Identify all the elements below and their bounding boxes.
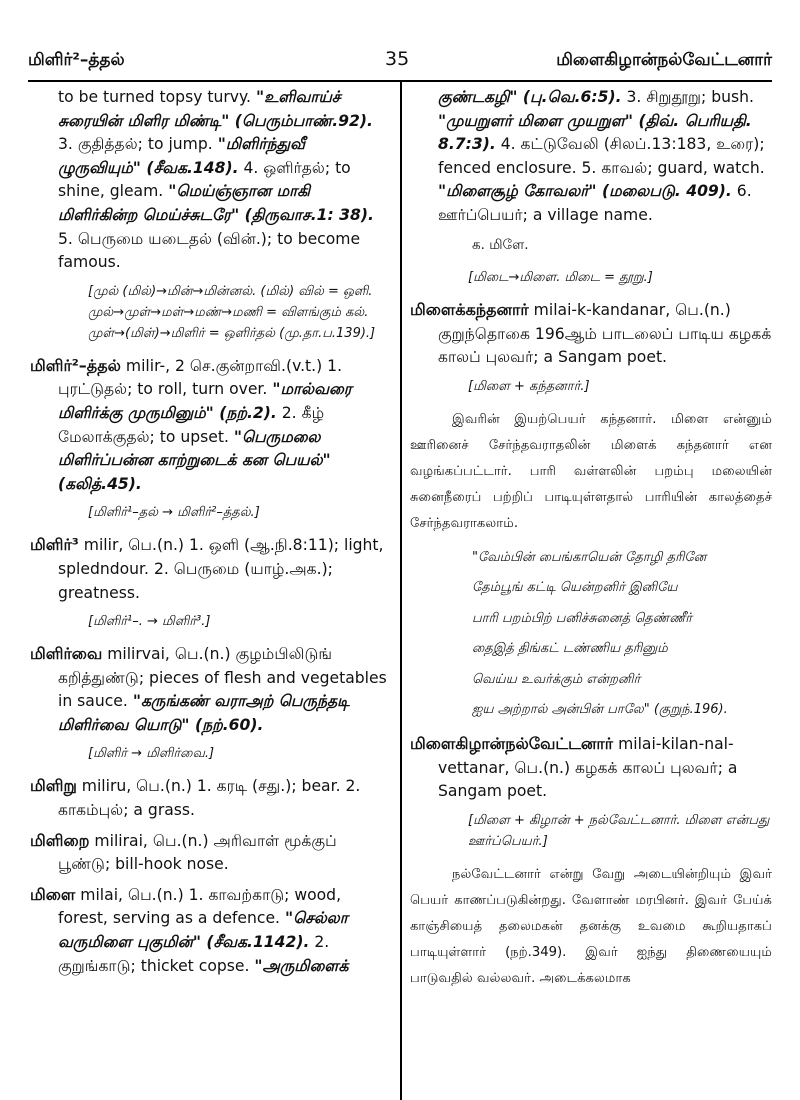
citation: "கருங்கண் வராஅற் பெருந்தடி மிளிர்வை யொடு" (நற்.60). bbox=[58, 692, 350, 734]
headword: மிளைக்கந்தனார் bbox=[410, 300, 529, 320]
sense-text: 5. பெருமை யடைதல் (வின்.); to become famous. bbox=[58, 229, 361, 272]
sense-text: 6. ஊர்ப்பெயர்; a village name. bbox=[438, 182, 752, 224]
poem-line: வெய்ய உவர்க்கும் என்றனிர் bbox=[472, 671, 641, 687]
poem-line: ஐய அற்றால் அன்பின் பாலே" (குறுந்.196). bbox=[472, 702, 728, 718]
dictionary-entry bbox=[410, 298, 772, 370]
etymology: [மிளிர்¹–. → மிளிர்³.] bbox=[88, 614, 211, 630]
etymology: [மிளிர் → மிளிர்வை.] bbox=[88, 746, 215, 762]
dictionary-entry bbox=[30, 883, 390, 978]
etymology: [முல் (மில்)→மின்→மின்னல். (மில்) வில் = ஒளி. முல்→முள்→மள்→மண்→மணி = விளங்கும் கல். முள்→(மிள்)→மிளிர் = ஒளிர்தல் (மு.தா.ப.139).] bbox=[88, 283, 376, 341]
citation: "முயறுளர் மிளை முயறுள" (திவ். பெரியதி. 8.7:3). bbox=[438, 111, 752, 154]
citation: "மிளிர்ந்துவீ ழுருவியும்" (சீவக.148). bbox=[58, 135, 305, 177]
citation: "மிளைசூழ் கோவலர்" (மலைபடு. 409). bbox=[438, 182, 732, 201]
left-column bbox=[30, 86, 390, 984]
sense-text: 3. சிறுதூறு; bush. bbox=[621, 88, 754, 106]
citation: "பெருமலை மிளிர்ப்பன்ன காற்றுடைக் கன பெயல்" (கலித்.45). bbox=[58, 427, 331, 493]
dictionary-entry bbox=[30, 774, 390, 822]
dictionary-entry bbox=[30, 642, 390, 737]
citation: "அருமிளைக் bbox=[254, 956, 349, 975]
dictionary-entry bbox=[30, 354, 390, 497]
headword: மிளிறை bbox=[30, 830, 90, 850]
dictionary-entry bbox=[410, 732, 772, 804]
kannada-cognate: க. மிளே. bbox=[472, 236, 529, 253]
page-number: 35 bbox=[385, 48, 410, 70]
sense-text: 2. குறுங்காடு; thicket copse. bbox=[58, 933, 330, 975]
header-left-guideword: மிளிர்²–த்தல் bbox=[28, 50, 125, 70]
sense-text: milir, பெ.(n.) 1. ஒளி (ஆ.நி.8:11); light, spledndour. 2. பெருமை (யாழ்.அக.); greatness. bbox=[58, 536, 384, 602]
sense-text: milirvai, பெ.(n.) குழம்பிலிடுங் கறித்துண்டு; pieces of flesh and vegetables in sauce. bbox=[58, 645, 387, 711]
citation: குண்டகழி" (பு.வெ.6:5). bbox=[438, 88, 622, 106]
poem-line: தேம்பூங் கட்டி யென்றனிர் இனியே bbox=[472, 580, 678, 596]
sense-text: milai-k-kandanar, பெ.(n.) குறுந்தொகை 196ஆம் பாடலைப் பாடிய கழகக் காலப் புலவர்; a Sangam poet. bbox=[438, 301, 772, 367]
dictionary-entry bbox=[30, 829, 390, 877]
continued-definition bbox=[410, 86, 772, 228]
etymology: [மிளிர்¹–தல் → மிளிர்²–த்தல்.] bbox=[88, 505, 260, 521]
biographical-note: நல்வேட்டனார் என்று வேறு அடையின்றியும் இவர் பெயர் காணப்படுகின்றது. வேளாண் மரபினர். இவர் பேய்க் காஞ்சியைத் தலைமகன் தனக்கு உவமை கூறியதாகப் பாடியுள்ளார் (நற்.349). இவர் ஐந்து திணையையும் பாடுவதில் வல்லவர். அடைக்கலமாக bbox=[410, 866, 772, 986]
sense-text: 2. கீழ் மேலாக்குதல்; to upset. bbox=[58, 403, 325, 446]
right-column bbox=[410, 86, 772, 996]
sense-text: milai, பெ.(n.) 1. காவற்காடு; wood, forest, serving as a defence. bbox=[58, 885, 342, 928]
sense-text: 4. ஒளிர்தல்; to shine, gleam. bbox=[58, 158, 351, 201]
sense-text: milirai, பெ.(n.) அரிவாள் மூக்குப் பூண்டு; bill-hook nose. bbox=[58, 831, 337, 874]
sense-text: to be turned topsy turvy. bbox=[58, 88, 256, 106]
poem-line: பாரி பறம்பிற் பனிச்சுனைத் தெண்ணீர் bbox=[472, 610, 693, 626]
sense-text: 3. குதித்தல்; to jump. bbox=[58, 135, 218, 154]
sense-text: miliru, பெ.(n.) 1. கரடி (சது.); bear. 2. காகம்புல்; a grass. bbox=[58, 777, 361, 820]
dictionary-entry bbox=[30, 533, 390, 605]
poem-line: "வேம்பின் பைங்காயென் தோழி தரினே bbox=[472, 549, 707, 565]
poem-quotation bbox=[472, 543, 772, 726]
biographical-note: இவரின் இயற்பெயர் கந்தனார். மிளை என்னும் ஊரினைச் சேர்ந்தவராதலின் மிளைக் கந்தனார் என வழங்கப்பட்டார். பாரி வள்ளலின் பறம்பு மலையின் சுனைநீரைப் பற்றிப் பாடியுள்ளதால் பாரியின் காலத்தைச் சேர்ந்தவராகலாம். bbox=[410, 411, 772, 531]
sense-text: 4. கட்டுவேலி (சிலப்.13:183, உரை); fenced enclosure. 5. காவல்; guard, watch. bbox=[438, 135, 765, 177]
headword: மிளை bbox=[30, 884, 76, 904]
citation: "செல்லா வருமிளை புகுமின்" (சீவக.1142). bbox=[58, 909, 348, 952]
header-right-guideword: மிளைகிழான்நல்வேட்டனார் bbox=[556, 50, 772, 70]
etymology: [மிளை + கிழான் + நல்வேட்டனார். மிளை என்பது ஊர்ப்பெயர்.] bbox=[468, 812, 770, 849]
headword: மிளிர்³ bbox=[30, 535, 79, 555]
citation: "உளிவாய்ச் சுரையின் மிளிர மிண்டி" (பெரும்பாண்.92). bbox=[58, 88, 373, 130]
headword: மிளிர்²–த்தல் bbox=[30, 355, 121, 375]
citation: "மால்வரை மிளிர்க்கு முருமினும்" (நற்.2). bbox=[58, 380, 352, 422]
poem-line: தைஇத் திங்கட் டண்ணிய தரினும் bbox=[472, 641, 668, 657]
etymology: [மிடை→மிளை. மிடை = தூறு.] bbox=[468, 270, 653, 286]
citation: "மெய்ஞ்ஞான மாகி மிளிர்கின்ற மெய்ச்சுடரே" (திருவாச.1: 38). bbox=[58, 182, 374, 224]
etymology: [மிளை + கந்தனார்.] bbox=[468, 378, 590, 394]
sense-text: milir-, 2 செ.குன்றாவி.(v.t.) 1. புரட்டுதல்; to roll, turn over. bbox=[58, 356, 343, 399]
sense-text: milai-kilan-nal-vettanar, பெ.(n.) கழகக் காலப் புலவர்; a Sangam poet. bbox=[438, 734, 738, 801]
running-header bbox=[0, 0, 800, 70]
column-divider bbox=[400, 82, 402, 1100]
headword: மிளைகிழான்நல்வேட்டனார் bbox=[410, 733, 614, 753]
continued-definition bbox=[30, 86, 390, 275]
headword: மிளிறு bbox=[30, 776, 77, 796]
headword: மிளிர்வை bbox=[30, 644, 103, 664]
